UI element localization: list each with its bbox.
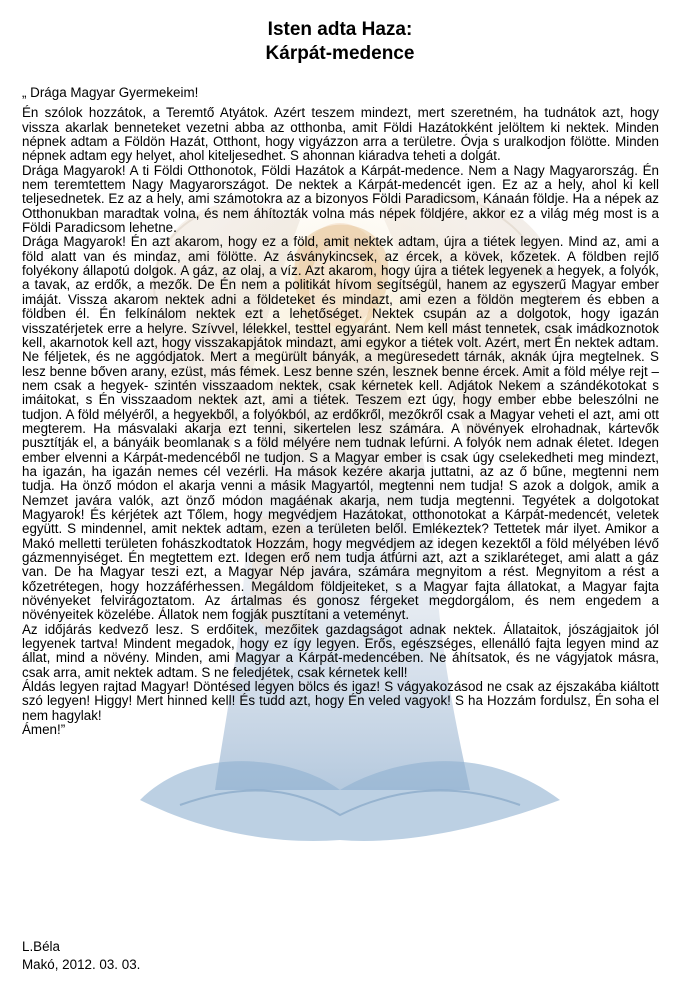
page-title bbox=[0, 18, 680, 66]
signature-block bbox=[22, 938, 140, 974]
title-line-1: Isten adta Haza: bbox=[267, 19, 413, 40]
paragraph-2: Drága Magyarok! A ti Földi Otthonotok, Földi Hazátok a Kárpát-medence. Nem a Nagy Magyarország. Én nem teremtettem Nagy Magyarországot. De nektek a Kárpát-medencét igen. Ez az a hely, ahol ki kell teljesednetek. Ez az a hely, ami számotokra az a bizonyos Földi Paradicsom, Kánaán földje. Ha a népek az Otthonukban maradtak volna, és nem áhítozták volna más népek földjére, akkor ez a világ még most is a Földi Paradicsom lehetne. bbox=[22, 162, 659, 236]
paragraph-1: Én szólok hozzátok, a Teremtő Atyátok. Azért teszem mindezt, mert szeretném, ha tudnátok azt, hogy vissza akarlak benneteket vezetni abba az otthonba, amit Földi Hazátokként jelöltem ki nektek. Minden népnek adtam a Földön Hazát, Otthont, hogy vigyázzon arra a területre. Óvja s uralkodjon fölötte. Minden népnek adtam egy helyet, ahol kiteljesedhet. S ahonnan kiáradva teheti a dolgát. bbox=[22, 105, 659, 164]
paragraph-3: Drága Magyarok! Én azt akarom, hogy ez a föld, amit nektek adtam, újra a tiétek legyen. Mind az, ami a föld alatt van és mindaz, ami fölötte. Az ásványkincsek, az ércek, a kövek, kőzetek. A földben rejlő folyékony állapotú dolgok. A gáz, az olaj, a víz. Azt akarom, hogy újra a tiétek legyenek a hegyek, a folyók, a tavak, az erdők, a mezők. De Én nem a politikát hívom segítségül, hanem az egyszerű Magyar ember imáját. Vissza akarom nektek adni a földeteket és mindazt, ami ezen a földön megterem és ebben a földben él. Én felkínálom nektek ezt a lehetőséget. Nektek csupán az a dolgotok, hogy igazán visszatérjetek erre a helyre. Szívvel, lélekkel, testtel egyaránt. Nem kell mást tennetek, csak imádkoznotok kell, akarnotok kell azt, hogy visszakapjátok mindazt, ami egykor a tiétek volt. Azért, mert Én nektek adtam. Ne féljetek, és ne aggódjatok. Mert a megürült bányák, a megüresedett tárnák, aknák újra megtelnek. S lesz benne bőven arany, ezüst, más fémek. Lesz benne szén, lesznek benne ércek. Amit a föld mélye rejt – nem csak a hegyek- szintén visszaadom nektek, csak kérnetek kell. Adjátok Nekem a szándékotokat s imáitokat, s Én visszaadom nektek azt, ami a tiétek. Teszem ezt úgy, hogy ember ebbe beleszólni ne tudjon. A föld mélyéről, a hegyekből, a folyókból, az erdőkről, mezőkről csak a Magyar veheti el azt, ami ott megterem. Ha másvalaki akarja ezt tenni, sikertelen lesz számára. A növények elrohadnak, kártevők pusztítják el, a bányáik beomlanak s a föld mélyére nem tudnak lefúrni. A folyók nem adnak életet. Idegen ember elvenni a Kárpát-medencéből ne tudjon. S a Magyar ember is csak úgy cselekedheti meg mindezt, ha igazán, ha igazán nemes cél vezérli. Ha mások kezére akarja juttatni, az az ő bűne, megtenni nem tudja. Ha önző módon el akarja venni a másik Magyartól, megtenni nem tudja! S azok a dolgok, amik a Nemzet javára valók, azt önző módon magáénak akarja, nem tudja megtenni. Tegyétek a dolgotokat Magyarok! És kérjétek azt Tőlem, hogy megvédjem Hazátokat, otthonotokat a Kárpát-medencét, veletek együtt. S mindennel, amit nektek adtam, ezen a területen belől. Emlékeztek? Tettetek már ilyet. Amikor a Makó melletti területen fohászkodtatok Hozzám, hogy megvédjem az idegen kezektől a föld mélyében lévő gázmennyiséget. Én megtettem ezt. Idegen erő nem tudja átfúrni azt, azt a sziklaréteget, ami alatt a gáz van. De ha Magyar teszi ezt, a Magyar Nép javára, számára megnyitom a rést. Megnyitom a rést a kőzetrétegen, hogy hozzáférhessen. Megáldom földjeiteket, s a Magyar fajta állatokat, a Magyar fajta növényeket felvirágoztatom. Az ártalmas és gonosz férgeket megdorgálom, és nem engedem a növényeitek közelébe. Állatok nem fogják pusztítani a veteményt. bbox=[22, 234, 659, 623]
greeting: „ Drága Magyar Gyermekeim! bbox=[22, 85, 199, 100]
paragraph-4: Az időjárás kedvező lesz. S erdőitek, mezőitek gazdagságot adnak nektek. Állataitok, jószágjaitok jól legyenek tartva! Mindent megadok, hogy ez így legyen. Erős, egészséges, ellenálló fajta legyen mind az állat, mind a növény. Minden, ami Magyar a Kárpát-medencében. Ne áhítsatok, és ne vágyjatok másra, csak arra, amit nektek adtam. S ne feledjétek, csak kérnetek kell! bbox=[22, 621, 659, 680]
letter-body bbox=[22, 86, 659, 737]
title-line-2: Kárpát-medence bbox=[265, 43, 415, 64]
place-date: Makó, 2012. 03. 03. bbox=[22, 957, 141, 972]
author-name: L.Béla bbox=[22, 939, 60, 954]
paragraph-5: Áldás legyen rajtad Magyar! Döntésed legyen bölcs és igaz! S vágyakozásod ne csak az éjszakába kiáltott szó legyen! Higgy! Mert hinned kell! És tudd azt, hogy Én veled vagyok! S ha Hozzám fordulsz, Én soha el nem hagylak! bbox=[22, 679, 659, 723]
paragraph-amen: Ámen!” bbox=[22, 722, 66, 738]
